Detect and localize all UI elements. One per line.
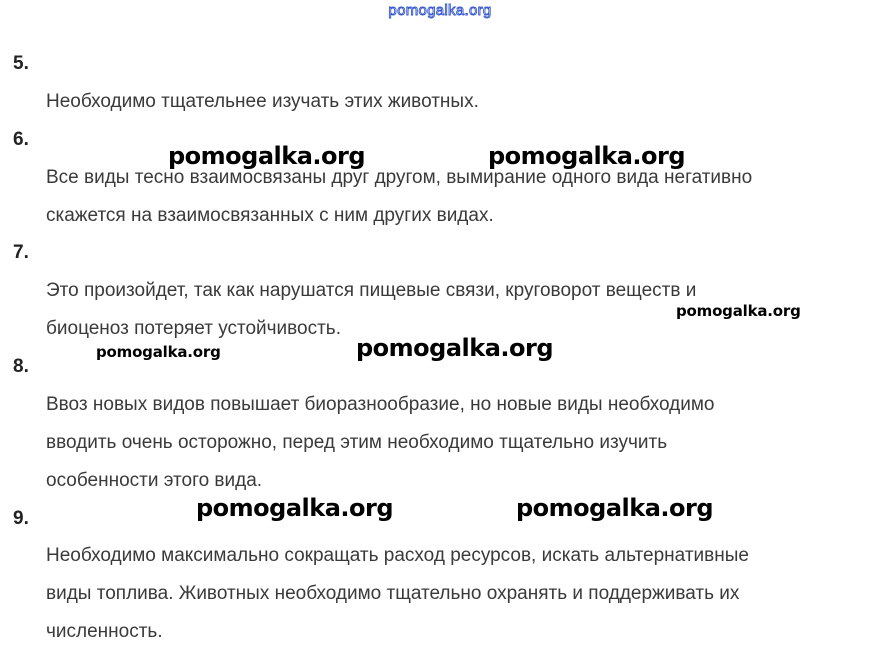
site-watermark: pomogalka.org [388, 2, 492, 19]
item-text [46, 83, 876, 121]
item-number: 5. [13, 53, 29, 74]
item-number: 8. [13, 356, 29, 377]
text-line: виды топлива. Животных необходимо тщательно охранять и поддерживать их [46, 583, 740, 604]
item-number: 6. [13, 129, 29, 150]
watermark-text: pomogalka.org [676, 302, 801, 320]
text-line: особенности этого вида. [46, 470, 263, 491]
item-number: 9. [13, 508, 29, 529]
text-line: биоценоз потеряет устойчивость. [46, 318, 341, 339]
text-line: Необходимо тщательнее изучать этих животных. [46, 91, 479, 112]
text-line: Это произойдет, так как нарушатся пищевые связи, круговорот веществ и [46, 280, 697, 301]
item-text [46, 537, 876, 651]
watermark-text: pomogalka.org [516, 494, 714, 522]
watermark-text: pomogalka.org [96, 343, 221, 361]
watermark-text: pomogalka.org [488, 142, 686, 170]
watermark-text: pomogalka.org [356, 334, 554, 362]
item-text [46, 159, 876, 235]
watermark-text: pomogalka.org [196, 494, 394, 522]
text-line: вводить очень осторожно, перед этим необходимо тщательно изучить [46, 432, 668, 453]
text-line: численность. [46, 621, 163, 642]
text-line: Необходимо максимально сокращать расход ресурсов, искать альтернативные [46, 545, 749, 566]
watermark-text: pomogalka.org [168, 142, 366, 170]
text-line: скажется на взаимосвязанных с ним других видах. [46, 205, 494, 226]
item-number: 7. [13, 242, 29, 263]
item-text [46, 386, 876, 500]
text-line: Все виды тесно взаимосвязаны друг другом, вымирание одного вида негативно [46, 167, 753, 188]
text-line: Ввоз новых видов повышает биоразнообразие, но новые виды необходимо [46, 394, 715, 415]
